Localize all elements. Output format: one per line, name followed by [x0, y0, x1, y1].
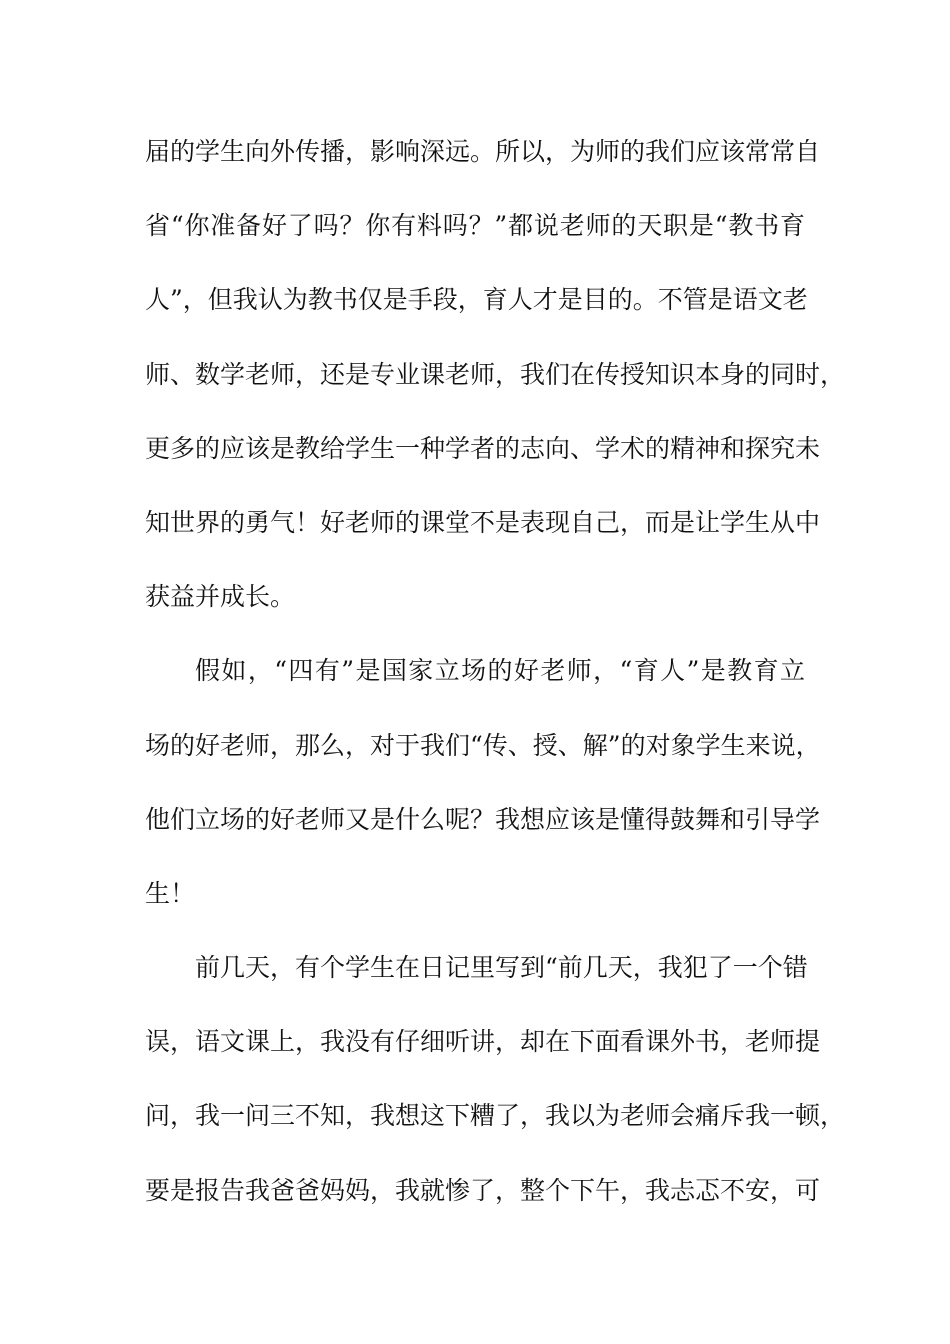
text-line: 误，语文课上，我没有仔细听讲，却在下面看课外书，老师提 — [145, 1027, 821, 1057]
text-line: 知世界的勇气！好老师的课堂不是表现自己，而是让学生从中 — [145, 507, 821, 537]
text-line: 获益并成长。 — [145, 582, 296, 612]
text-line: 更多的应该是教给学生一种学者的志向、学术的精神和探究未 — [145, 433, 821, 463]
body-text — [145, 126, 846, 1239]
text-line: 前几天，有个学生在日记里写到“前几天，我犯了一个错 — [195, 953, 808, 983]
text-line: 他们立场的好老师又是什么呢？我想应该是懂得鼓舞和引导学 — [145, 804, 821, 834]
text-line: 师、数学老师，还是专业课老师，我们在传授知识本身的同时， — [145, 359, 846, 389]
text-line: 要是报告我爸爸妈妈，我就惨了，整个下午，我忐忑不安，可 — [145, 1175, 821, 1205]
text-line: 问，我一问三不知，我想这下糟了，我以为老师会痛斥我一顿， — [145, 1101, 846, 1131]
text-line: 生！ — [145, 878, 196, 908]
text-line: 届的学生向外传播，影响深远。所以，为师的我们应该常常自 — [145, 137, 821, 166]
text-line: 假如，“四有”是国家立场的好老师，“育人”是教育立 — [195, 656, 805, 686]
text-line: 场的好老师，那么，对于我们“传、授、解”的对象学生来说， — [145, 730, 821, 760]
text-line: 省“你准备好了吗？你有料吗？”都说老师的天职是“教书育 — [145, 211, 805, 241]
text-line: 人”，但我认为教书仅是手段，育人才是目的。不管是语文老 — [145, 285, 808, 315]
